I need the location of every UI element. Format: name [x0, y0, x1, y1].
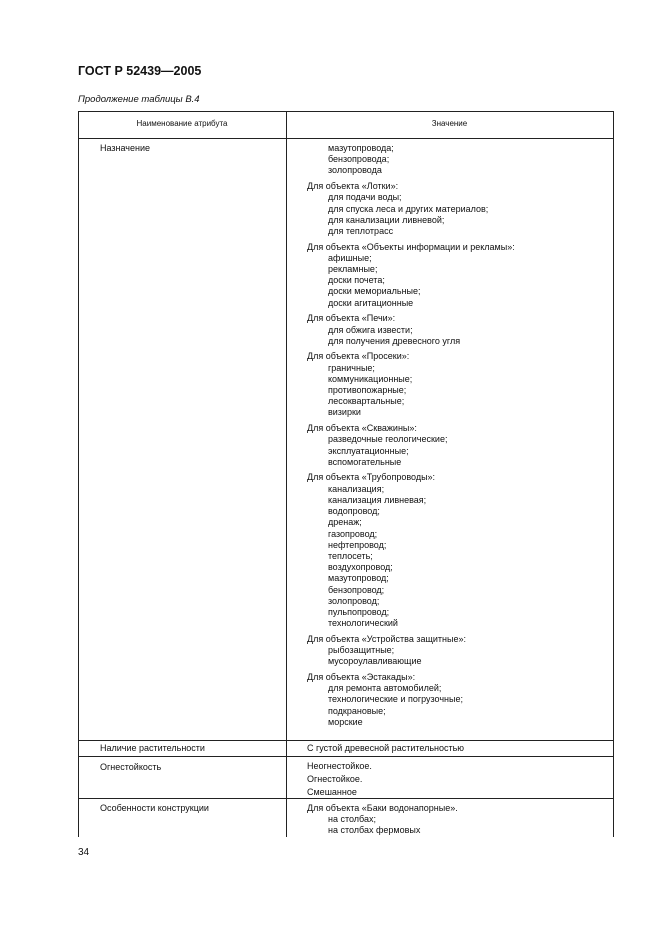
value-list-item: рекламные; — [328, 264, 378, 275]
value-group-title: Для объекта «Просеки»: — [307, 351, 410, 362]
value-list-item: доски агитационные — [328, 297, 414, 308]
value-list-item: на столбах; — [328, 814, 377, 825]
value-list-item: для обжига извести; — [328, 324, 413, 335]
value-group-title: Для объекта «Эстакады»: — [307, 671, 416, 682]
value-list-item: доски мемориальные; — [328, 286, 421, 297]
value-group — [307, 143, 515, 177]
row-divider — [78, 756, 614, 757]
value-list-item: для получения древесного угля — [328, 335, 461, 346]
table-border-top — [78, 111, 614, 112]
value-group — [307, 472, 515, 629]
column-header-attribute: Наименование атрибута — [136, 119, 228, 128]
value-list-item: воздухопровод; — [328, 562, 393, 573]
value-list-item: подкрановые; — [328, 705, 386, 716]
value-group-title: Для объекта «Лотки»: — [307, 181, 399, 192]
value-list-item: противопожарные; — [328, 385, 407, 396]
value-list-item: дренаж; — [328, 517, 362, 528]
value-list-item: нефтепровод; — [328, 539, 387, 550]
value-list-item: теплосеть; — [328, 550, 373, 561]
value-list-item: канализация; — [328, 483, 385, 494]
value-list-item: граничные; — [328, 362, 375, 373]
value-group-title: Для объекта «Скважины»: — [307, 423, 417, 434]
value-list-item: визирки — [328, 407, 361, 418]
value-list-item: рыбозащитные; — [328, 645, 395, 656]
attribute-value — [307, 803, 458, 841]
value-group-title: Для объекта «Устройства защитные»: — [307, 633, 467, 644]
value-group-title: Для объекта «Трубопроводы»: — [307, 472, 436, 483]
value-list-item: для спуска леса и других материалов; — [328, 203, 489, 214]
value-group — [307, 351, 515, 418]
value-list-item: пульпопровод; — [328, 606, 390, 617]
value-list-item: мазутопровод; — [328, 573, 389, 584]
value-list-item: канализация ливневая; — [328, 494, 427, 505]
value-group — [307, 634, 515, 668]
table-border-right — [613, 111, 614, 837]
value-list-item: для теплотрасс — [328, 225, 394, 236]
value-list-item: водопровод; — [328, 506, 380, 517]
value-list-item: золопровод; — [328, 595, 380, 606]
table-border-left — [78, 111, 79, 837]
value-group — [307, 242, 515, 309]
value-list-item: мазутопровода; — [328, 143, 394, 153]
value-group-title: Для объекта «Объекты информации и рекламы»: — [307, 241, 515, 252]
header-divider — [78, 138, 614, 139]
value-list-item: вспомогательные — [328, 456, 402, 467]
value-list-item: технологический — [328, 618, 398, 629]
value-list-item: доски почета; — [328, 275, 385, 286]
value-line: Смешанное — [307, 787, 357, 797]
value-list-item: мусороулавливающие — [328, 656, 422, 667]
value-list-item: для ремонта автомобилей; — [328, 683, 442, 694]
attribute-value — [307, 761, 372, 800]
value-group-title: Для объекта «Печи»: — [307, 313, 396, 324]
attribute-name: Огнестойкость — [100, 762, 162, 772]
attribute-value: С густой древесной растительностью — [307, 743, 465, 753]
attribute-name: Особенности конструкции — [100, 803, 209, 813]
value-list-item: технологические и погрузочные; — [328, 694, 463, 705]
value-list-item: эксплуатационные; — [328, 445, 409, 456]
value-list-item: для подачи воды; — [328, 192, 402, 203]
value-group-title: Для объекта «Баки водонапорные». — [307, 803, 458, 813]
value-group — [307, 672, 515, 728]
value-group — [307, 313, 515, 347]
value-line: Неогнестойкое. — [307, 761, 372, 771]
table-continuation-caption: Продолжение таблицы В.4 — [78, 94, 200, 105]
value-list-item: бензопровода; — [328, 154, 390, 165]
value-list-item: для канализации ливневой; — [328, 214, 445, 225]
column-header-value: Значение — [431, 119, 468, 128]
value-group — [307, 181, 515, 237]
value-list-item: лесоквартальные; — [328, 396, 405, 407]
value-list-item: золопровода — [328, 165, 382, 176]
value-list-item: коммуникационные; — [328, 373, 413, 384]
value-list-item: разведочные геологические; — [328, 434, 448, 445]
attribute-value — [307, 143, 515, 732]
value-group — [307, 423, 515, 468]
attribute-table — [78, 111, 614, 837]
column-divider — [286, 111, 287, 837]
value-list-item: бензопровод; — [328, 584, 385, 595]
row-divider — [78, 740, 614, 741]
page-number: 34 — [78, 847, 90, 858]
value-list-item: морские — [328, 716, 363, 727]
value-list-item: афишные; — [328, 252, 372, 263]
attribute-name: Наличие растительности — [100, 743, 205, 753]
attribute-name: Назначение — [100, 143, 151, 153]
document-code: ГОСТ Р 52439—2005 — [78, 64, 202, 78]
value-list-item: газопровод; — [328, 528, 378, 539]
value-list-item: на столбах фермовых — [328, 825, 421, 836]
value-line: Огнестойкое. — [307, 774, 363, 784]
value-group — [307, 803, 458, 837]
